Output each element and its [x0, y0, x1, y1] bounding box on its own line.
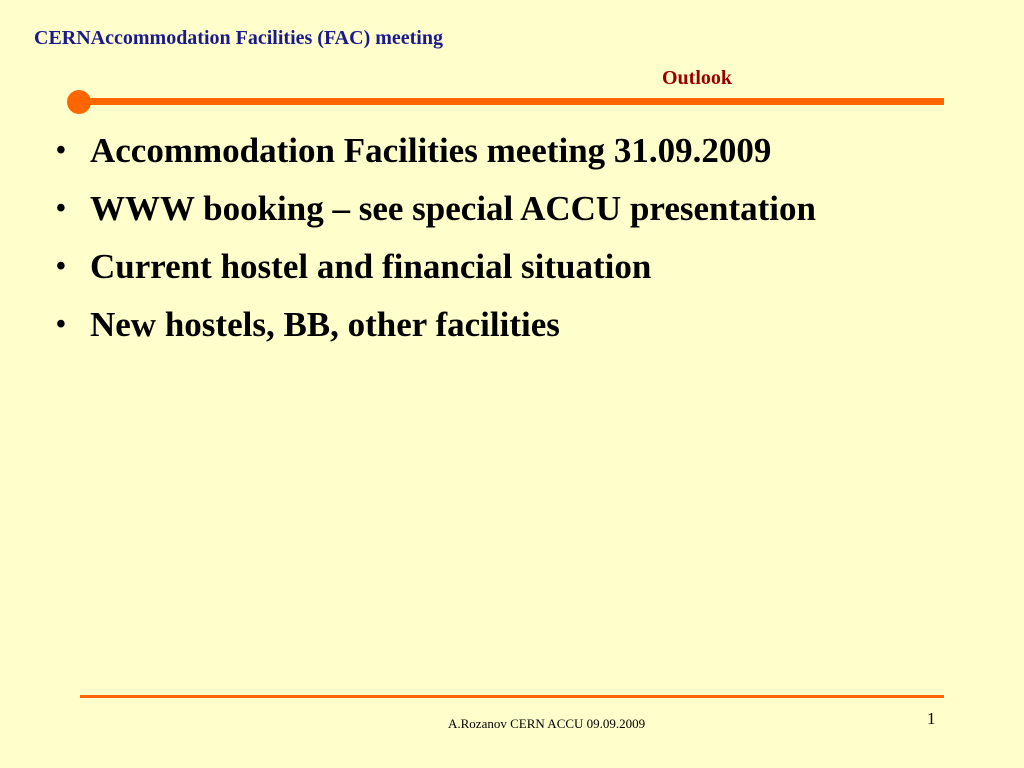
- bullet-text: New hostels, BB, other facilities: [90, 305, 560, 344]
- page-number: 1: [927, 709, 936, 728]
- footer-text: A.Rozanov CERN ACCU 09.09.2009: [448, 716, 646, 731]
- bullet-marker: •: [56, 251, 66, 282]
- bullet-list: [56, 130, 816, 362]
- bullet-marker: •: [56, 193, 66, 224]
- top-rule-dot: [67, 90, 91, 114]
- bullet-item: [56, 246, 816, 304]
- bottom-rule: [80, 695, 944, 698]
- bullet-marker: •: [56, 135, 66, 166]
- bullet-item: [56, 130, 816, 188]
- bullet-marker: •: [56, 309, 66, 340]
- header-title: CERNAccommodation Facilities (FAC) meeting: [34, 27, 443, 49]
- bullet-text: Accommodation Facilities meeting 31.09.2009: [90, 131, 772, 170]
- bullet-text: WWW booking – see special ACCU presentation: [90, 189, 816, 228]
- bullet-item: [56, 188, 816, 246]
- top-rule: [78, 98, 944, 105]
- slide-title: Outlook: [662, 67, 733, 89]
- bullet-text: Current hostel and financial situation: [90, 247, 652, 286]
- bullet-item: [56, 304, 816, 362]
